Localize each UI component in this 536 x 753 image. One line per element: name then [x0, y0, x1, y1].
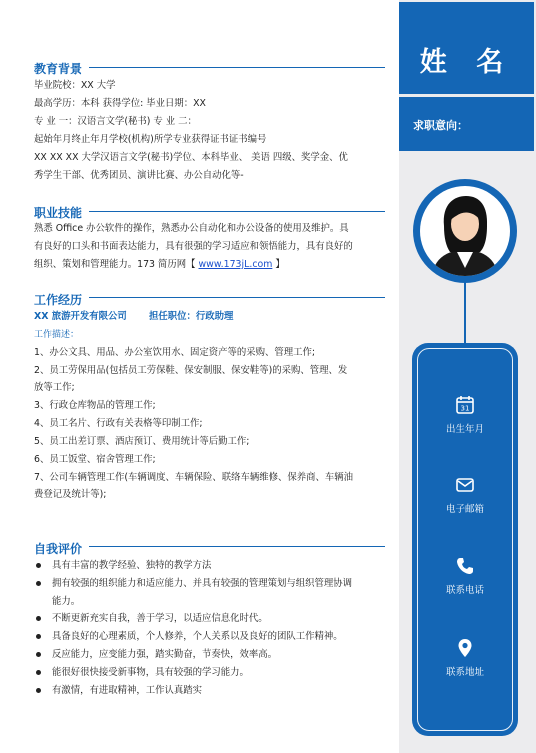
- address-label: 联系地址: [445, 667, 484, 678]
- skills-line-end: 】: [275, 259, 285, 270]
- evaluation-item: 能很好很快接受新事物，具有较强的学习能力。: [52, 667, 249, 678]
- job-intent-label: 求职意向：: [413, 119, 468, 132]
- evaluation-item: 不断更新充实自我，善于学习，以适应信息化时代。: [52, 613, 268, 624]
- education-rule: [89, 67, 385, 68]
- experience-line: 放等工作;: [34, 382, 75, 393]
- experience-line: 2、员工劳保用品(包括员工劳保鞋、保安制服、保安鞋等)的采购、管理、发: [34, 365, 348, 376]
- phone-label: 联系电话: [445, 585, 484, 596]
- skills-line: 有良好的口头和书面表达能力，具有很强的学习适应和领悟能力，具有良好的: [34, 241, 353, 252]
- job-intent-box: [399, 97, 534, 151]
- experience-line: 5、员工出差订票、酒店预订、费用统计等后勤工作;: [34, 436, 250, 447]
- experience-line: 3、行政仓库物品的管理工作;: [34, 400, 156, 411]
- bullet-icon: [36, 634, 41, 639]
- contact-phone: [412, 556, 518, 596]
- evaluation-item: 有激情，有进取精神，工作认真踏实: [52, 685, 203, 696]
- website-link[interactable]: www.173jL.com: [198, 259, 273, 270]
- education-line: 最高学历：本科 获得学位: 毕业日期：XX: [34, 98, 206, 109]
- work-desc-label: 工作描述：: [34, 330, 80, 340]
- experience-line: 1、办公文具、用品、办公室饮用水、固定资产等的采购、管理工作;: [34, 347, 316, 358]
- position-label: 担任职位：行政助理: [149, 311, 234, 322]
- phone-icon: [455, 556, 475, 576]
- evaluation-item: 反应能力，应变能力强，踏实勤奋，节奏快，效率高。: [52, 649, 278, 660]
- woman-portrait-icon: [420, 186, 510, 276]
- name-header: [399, 2, 534, 94]
- education-line: 起始年月终止年月学校(机构)所学专业获得证书证书编号: [34, 134, 267, 145]
- name-text: 姓 名: [419, 47, 514, 78]
- education-line: 秀学生干部、优秀团员、演讲比赛、办公自动化等-: [34, 170, 244, 181]
- evaluation-item: 具有丰富的教学经验、独特的教学方法: [52, 560, 212, 571]
- connector-line: [464, 282, 466, 346]
- avatar: [413, 179, 517, 283]
- evaluation-rule: [89, 546, 385, 547]
- experience-line: 6、员工饭堂、宿舍管理工作;: [34, 454, 156, 465]
- evaluation-title: 自我评价: [34, 542, 83, 556]
- bullet-icon: [36, 688, 41, 693]
- map-pin-icon: [455, 638, 475, 658]
- education-line: 专 业 一：汉语言文学(秘书) 专 业 二：: [34, 116, 197, 127]
- education-line: 毕业院校：XX 大学: [34, 80, 116, 91]
- svg-text:31: 31: [460, 404, 470, 413]
- birth-label: 出生年月: [445, 424, 484, 435]
- skills-rule: [89, 211, 385, 212]
- bullet-icon: [36, 652, 41, 657]
- experience-line: 4、员工名片、行政有关表格等印制工作;: [34, 418, 203, 429]
- experience-line: 7、公司车辆管理工作(车辆调度、车辆保险、联络车辆维修、保养商、车辆油: [34, 472, 354, 483]
- skills-line-text: 组织、策划和管理能力。173 简历网【: [34, 259, 196, 270]
- skills-line: 熟悉 Office 办公软件的操作，熟悉办公自动化和办公设备的使用及维护。具: [34, 223, 349, 234]
- calendar-icon: [455, 395, 475, 415]
- bullet-icon: [36, 563, 41, 568]
- avatar-picture: [420, 186, 510, 276]
- bullet-icon: [36, 670, 41, 675]
- bullet-icon: [36, 616, 41, 621]
- bullet-icon: [36, 581, 41, 586]
- contact-address: [412, 638, 518, 678]
- evaluation-item-cont: 能力。: [52, 596, 81, 607]
- education-title: 教育背景: [34, 62, 83, 76]
- evaluation-item: 具备良好的心理素质，个人修养，个人关系以及良好的团队工作精神。: [52, 631, 343, 642]
- education-line: XX XX XX 大学汉语言文学(秘书)学位、本科毕业、 美语 四级、奖学金、优: [34, 152, 348, 163]
- evaluation-item: 拥有较强的组织能力和适应能力、并具有较强的管理策划与组织管理协调: [52, 578, 353, 589]
- skills-line-last: [34, 259, 285, 271]
- envelope-icon: [455, 475, 475, 495]
- contact-birth: [412, 395, 518, 435]
- experience-line: 费登记及统计等);: [34, 489, 107, 500]
- skills-title: 职业技能: [34, 206, 83, 220]
- contact-panel: [412, 343, 518, 736]
- email-label: 电子邮箱: [445, 504, 484, 515]
- contact-email: [412, 475, 518, 515]
- company-name: XX 旅游开发有限公司: [34, 311, 127, 322]
- experience-rule: [89, 297, 385, 298]
- experience-title: 工作经历: [34, 293, 83, 307]
